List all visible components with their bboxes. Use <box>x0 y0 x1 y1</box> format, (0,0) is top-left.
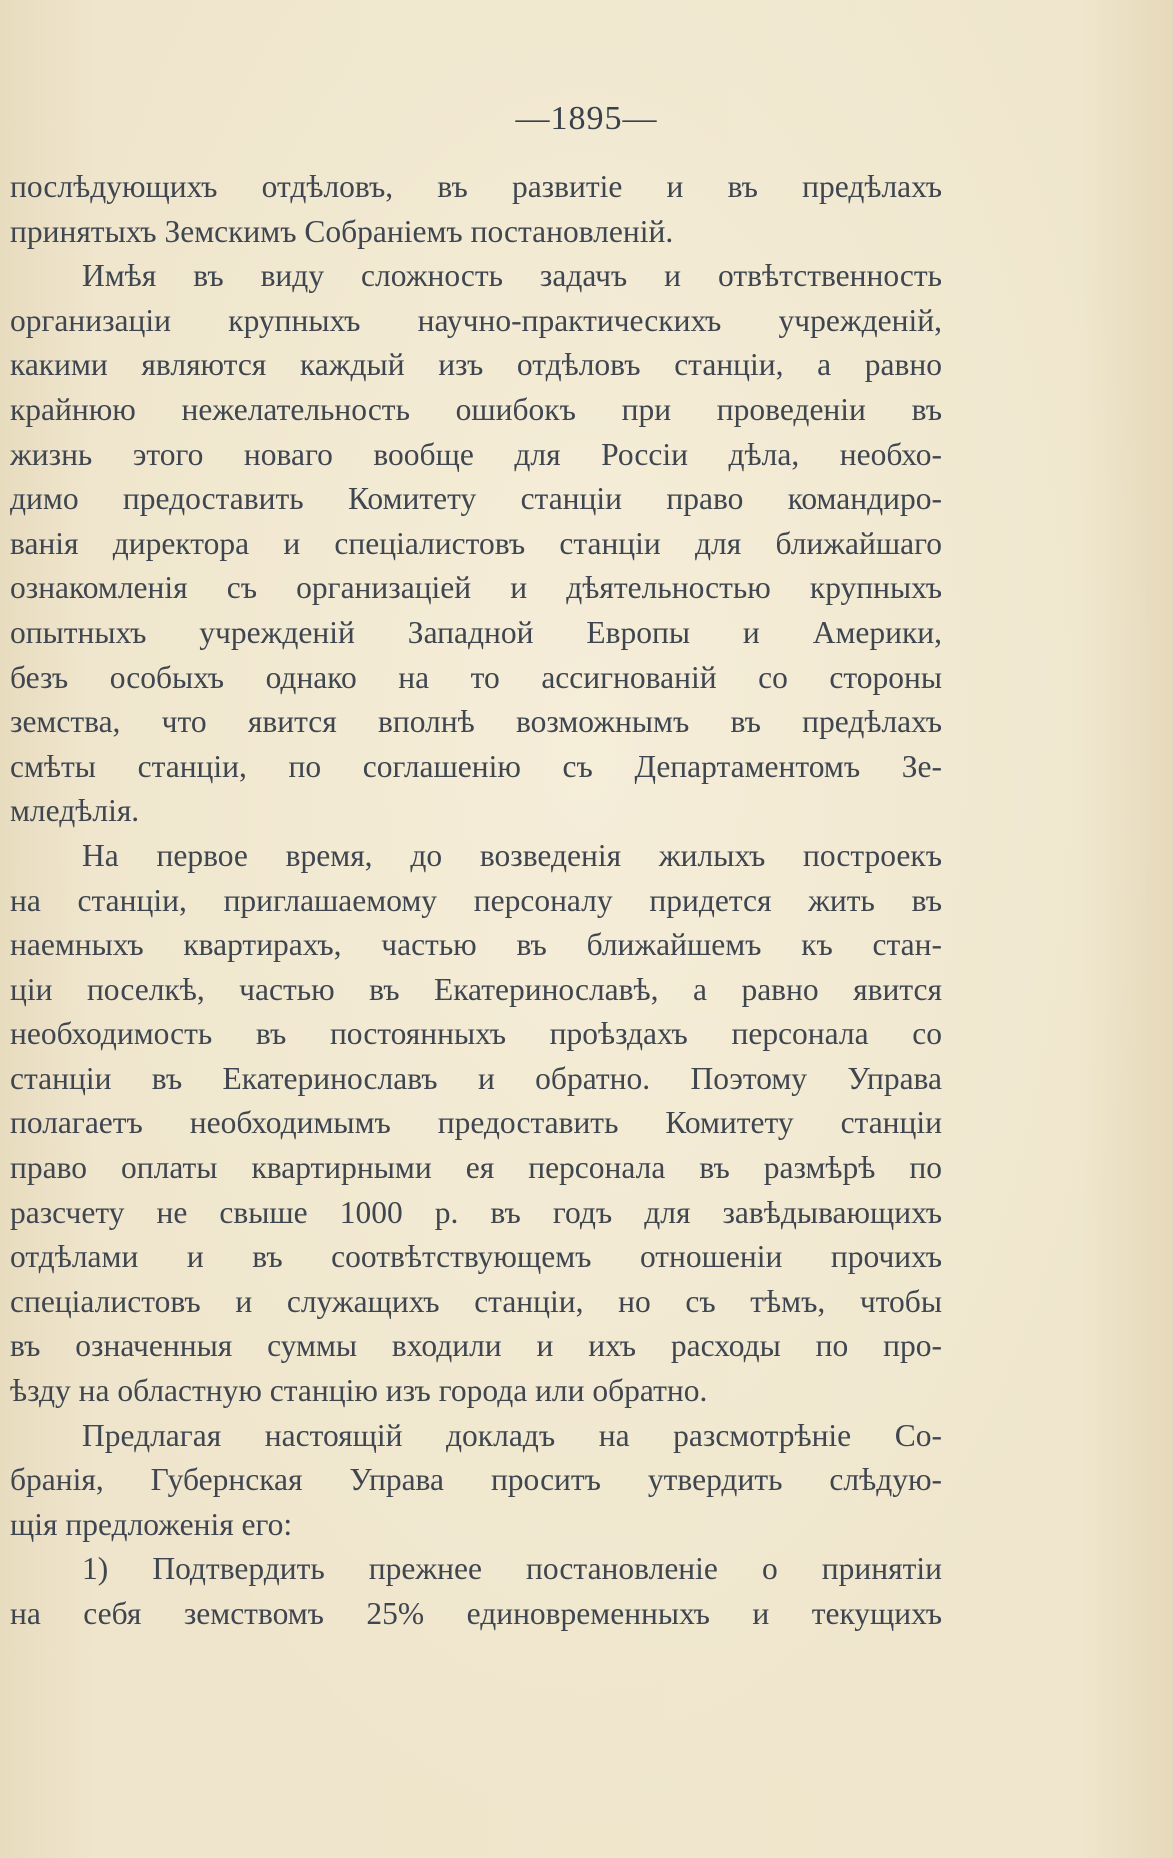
text-line: бранія, Губернская Управа проситъ утвердить слѣдую- <box>10 1462 942 1498</box>
text-line: необходимость въ постоянныхъ проѣздахъ персонала со <box>10 1016 942 1052</box>
page-number: —1895— <box>515 100 658 137</box>
text-line: димо предоставить Комитету станціи право командиро- <box>10 481 942 517</box>
text-line: полагаетъ необходимымъ предоставить Комитету станціи <box>10 1105 942 1141</box>
text-line: мледѣлія. <box>10 793 140 829</box>
text-line: въ означенныя суммы входили и ихъ расходы по про- <box>10 1328 942 1364</box>
text-line: На первое время, до возведенія жилыхъ построекъ <box>82 837 942 873</box>
text-line: крайнюю нежелательность ошибокъ при проведеніи въ <box>10 391 942 427</box>
text-line: спеціалистовъ и служащихъ станціи, но съ тѣмъ, чтобы <box>10 1283 942 1319</box>
text-line: ванія директора и спеціалистовъ станціи для ближайшаго <box>10 525 942 561</box>
text-line: станціи въ Екатеринославъ и обратно. Поэтому Управа <box>10 1060 942 1096</box>
text-line: щія предложенія его: <box>10 1506 293 1542</box>
text-line: опытныхъ учрежденій Западной Европы и Америки, <box>10 614 942 650</box>
text-line: какими являются каждый изъ отдѣловъ станціи, а равно <box>10 347 942 383</box>
text-line: земства, что явится вполнѣ возможнымъ въ предѣлахъ <box>10 704 942 740</box>
body-text <box>10 165 942 1637</box>
text-line: организаціи крупныхъ научно-практическихъ учрежденій, <box>10 302 942 338</box>
text-line: разсчету не свыше 1000 р. въ годъ для завѣдывающихъ <box>10 1194 942 1230</box>
text-line: смѣты станціи, по соглашенію съ Департаментомъ Зе- <box>10 748 942 784</box>
text-line: ознакомленія съ организаціей и дѣятельностью крупныхъ <box>10 570 942 606</box>
text-line: 1) Подтвердить прежнее постановленіе о принятіи <box>82 1551 942 1587</box>
text-line: ціи поселкѣ, частью въ Екатеринославѣ, а равно явится <box>10 971 942 1007</box>
text-line: отдѣлами и въ соотвѣтствующемъ отношеніи прочихъ <box>10 1239 942 1275</box>
text-line: право оплаты квартирными ея персонала въ размѣрѣ по <box>10 1150 942 1186</box>
text-line: Предлагая настоящій докладъ на разсмотрѣніе Со- <box>82 1417 942 1453</box>
text-line: принятыхъ Земскимъ Собраніемъ постановленій. <box>10 213 674 249</box>
text-line: Имѣя въ виду сложность задачъ и отвѣтственность <box>82 258 942 294</box>
text-line: наемныхъ квартирахъ, частью въ ближайшемъ къ стан- <box>10 927 942 963</box>
text-line: безъ особыхъ однако на то ассигнованій со стороны <box>10 659 942 695</box>
text-line: ѣзду на областную станцію изъ города или обратно. <box>10 1373 708 1409</box>
text-line: на себя земствомъ 25% единовременныхъ и текущихъ <box>10 1596 942 1631</box>
text-line: на станціи, приглашаемому персоналу придется жить въ <box>10 882 942 918</box>
text-line: послѣдующихъ отдѣловъ, въ развитіе и въ предѣлахъ <box>10 169 942 204</box>
text-line: жизнь этого новаго вообще для Россіи дѣла, необхо- <box>10 436 942 472</box>
